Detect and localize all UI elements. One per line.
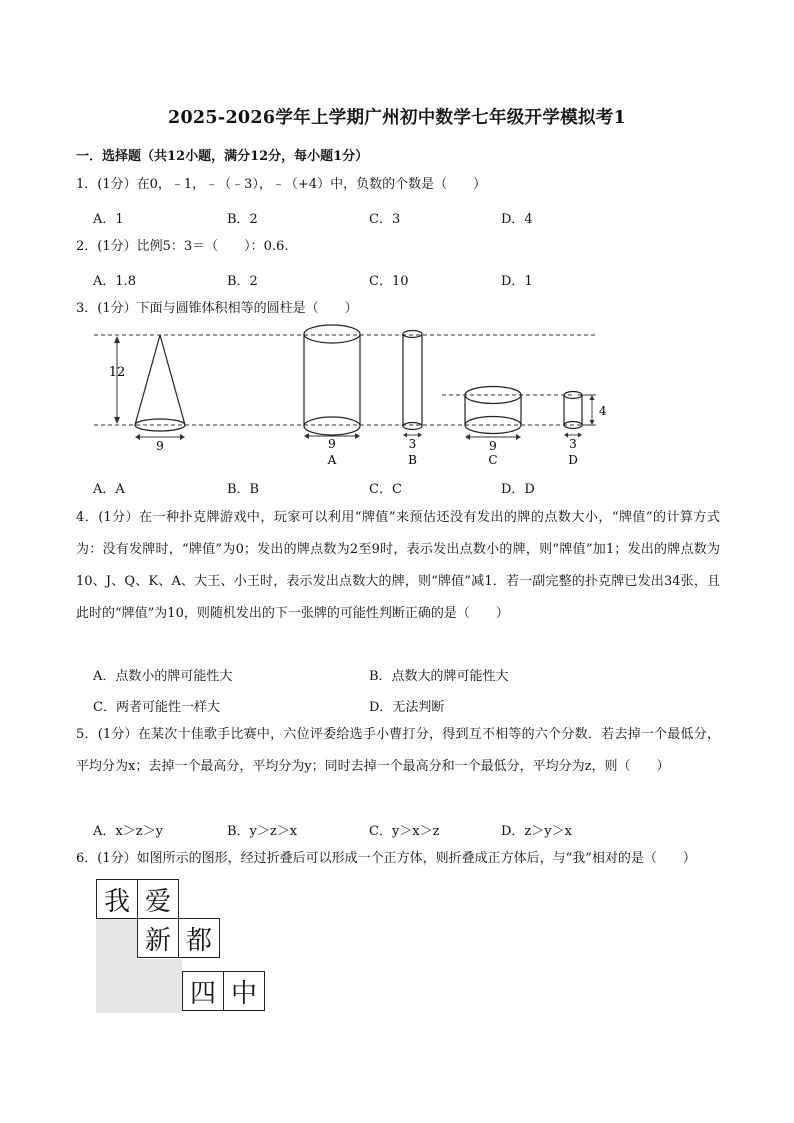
question-3-option-c[interactable]: C．C <box>369 482 402 497</box>
section-heading: 一．选择题（共12小题，满分12分，每小题1分） <box>76 149 369 164</box>
question-1-option-c[interactable]: C．3 <box>369 212 401 227</box>
height-arrow-top-head <box>114 336 120 343</box>
question-2-option-d[interactable]: D．1 <box>501 274 533 289</box>
net-cell-xin: 新 <box>137 918 179 958</box>
question-3-option-d[interactable]: D．D <box>501 482 535 497</box>
question-1-option-a[interactable]: A．1 <box>93 212 124 227</box>
net-cell-zhong: 中 <box>223 971 265 1011</box>
question-5-option-c[interactable]: C．y＞x＞z <box>369 824 440 839</box>
question-2-option-b[interactable]: B．2 <box>227 274 258 289</box>
net-shadow-left <box>96 919 138 1013</box>
question-5-option-d[interactable]: D．z＞y＞x <box>501 824 572 839</box>
question-6-stem: 6．(1分）如图所示的图形，经过折叠后可以形成一个正方体，则折叠成正方体后，与“我”相对的是（ ） <box>76 851 696 866</box>
net-cell-du: 都 <box>178 918 220 958</box>
question-1-option-b[interactable]: B．2 <box>227 212 258 227</box>
net-cell-ai: 爱 <box>137 879 179 919</box>
cylinder-b-label: B <box>408 453 417 467</box>
cylinder-d-base-label: 3 <box>569 437 577 451</box>
question-3-option-b[interactable]: B．B <box>227 482 260 497</box>
page-title: 2025-2026学年上学期广州初中数学七年级开学模拟考1 <box>167 108 627 128</box>
question-2-stem: 2．(1分）比例5：3＝（ ）：0.6. <box>76 239 289 254</box>
cylinder-d <box>564 392 607 468</box>
question-5-option-b[interactable]: B．y＞z＞x <box>227 824 298 839</box>
cylinder-c-label: C <box>488 453 498 467</box>
question-4-option-d[interactable]: D．无法判断 <box>369 700 445 715</box>
question-4-option-a[interactable]: A．点数小的牌可能性大 <box>93 669 233 684</box>
net-cell-si: 四 <box>182 971 224 1011</box>
question-5-option-a[interactable]: A．x＞z＞y <box>93 824 163 839</box>
question-1-option-d[interactable]: D．4 <box>501 212 533 227</box>
cylinder-c <box>465 387 521 468</box>
cone <box>135 335 185 453</box>
cylinder-d-label: D <box>568 453 578 467</box>
cube-net-figure <box>96 879 270 1013</box>
cylinder-a-base-label: 9 <box>328 437 336 451</box>
net-shadow-bottom-left <box>138 959 182 1013</box>
cylinder-c-base-label: 9 <box>489 439 497 453</box>
question-2-option-c[interactable]: C．10 <box>369 274 409 289</box>
cylinder-d-height-label: 4 <box>599 404 607 418</box>
question-4-option-b[interactable]: B．点数大的牌可能性大 <box>369 669 509 684</box>
question-3-stem: 3．(1分）下面与圆锥体积相等的圆柱是（ ） <box>76 301 358 316</box>
height-label: 12 <box>108 365 126 380</box>
cylinder-b-base-label: 3 <box>408 437 417 451</box>
question-5-stem: 5．(1分）在某次十佳歌手比赛中，六位评委给选手小曹打分，得到互不相等的六个分数．若去掉一个最低分，平均分为x；去掉一个最高分，平均分为y；同时去掉一个最高分和一个最低分，平均分为z，则（ ） <box>76 727 720 774</box>
cylinder-b <box>403 331 422 468</box>
cone-cylinder-figure <box>90 322 610 472</box>
question-3-option-a[interactable]: A．A <box>93 482 125 497</box>
cylinder-a <box>304 325 360 467</box>
cone-base-label: 9 <box>156 439 164 453</box>
question-2-option-a[interactable]: A．1.8 <box>93 274 137 289</box>
net-cell-wo: 我 <box>96 879 138 919</box>
question-4-option-c[interactable]: C．两者可能性一样大 <box>93 700 220 715</box>
question-4-stem: 4．(1分）在一种扑克牌游戏中，玩家可以利用“牌值”来预估还没有发出的牌的点数大小，“牌值”的计算方式为：没有发牌时，“牌值”为0；发出的牌点数为2至9时，表示发出点数小的牌，则“牌值”加1；发出的牌点数为10、J、Q、K、A、大王、小王时，表示发出点数大的牌，则“牌值”减1．若一副完整的扑克牌已发出34张，且此时的“牌值”为10，则随机发出的下一张牌的可能性判断正确的是（ ） <box>76 510 720 621</box>
cylinder-a-label: A <box>327 453 337 467</box>
question-1-stem: 1．(1分）在0，﹣1，﹣（﹣3），﹣（+4）中，负数的个数是（ ） <box>76 177 487 192</box>
height-arrow-bottom-head <box>114 417 120 424</box>
